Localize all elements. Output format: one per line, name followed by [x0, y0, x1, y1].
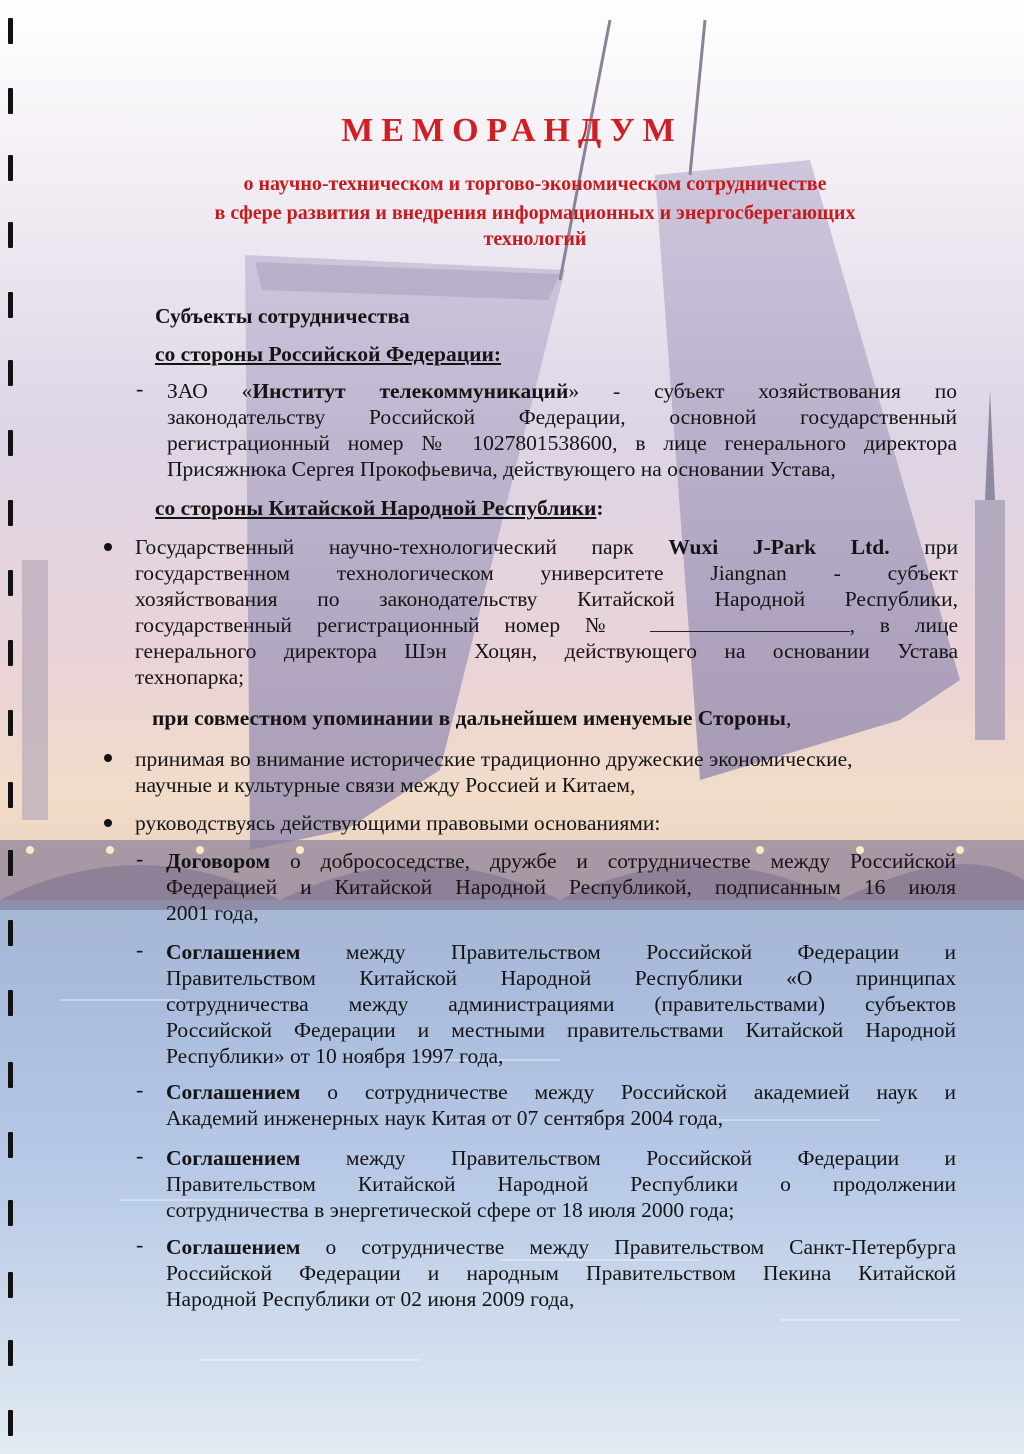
- bullet-marker: [104, 754, 112, 762]
- considering-line: научные и культурные связи между Россией и Китаем,: [135, 773, 636, 797]
- russia-party-line: [167, 378, 957, 404]
- china-line4-prefix: государственный регистрационный номер №: [135, 613, 625, 637]
- agreement-bold: Соглашением: [166, 1235, 301, 1259]
- agreement-bold: Соглашением: [166, 1080, 301, 1104]
- document-title: МЕМОРАНДУМ: [341, 112, 683, 149]
- china-entity-name: Wuxi J-Park Ltd.: [668, 535, 890, 559]
- considering-paragraph: [135, 746, 958, 798]
- parties-text: при совместном упоминании в дальнейшем именуемые Стороны: [152, 706, 786, 730]
- agreement-item: [166, 1145, 956, 1223]
- agreement-rest: между Правительством Российской Федерации и: [345, 1146, 957, 1170]
- china-party-line: генерального директора Шэн Хоцян, действующего на основании Устава: [135, 639, 958, 663]
- agreement-line: [166, 939, 956, 965]
- subtitle-line: в сфере развития и внедрения информационных и энергосберегающих: [214, 202, 856, 224]
- agreement-bold: Договором: [166, 849, 271, 873]
- russia-party-line: Присяжнюка Сергея Прокофьевича, действующего на основании Устава,: [167, 457, 836, 481]
- agreement-line: Правительством Китайской Народной Республики «О принципах: [166, 966, 956, 990]
- guided-paragraph: руководствуясь действующими правовыми основаниями:: [135, 811, 661, 835]
- agreement-item: [166, 1079, 956, 1131]
- china-party-line: государственном технологическом университете Jiangnan - субъект: [135, 561, 958, 585]
- agreement-bold: Соглашением: [166, 1146, 301, 1170]
- russia-party-line: законодательству Российской Федерации, основной государственный: [167, 405, 957, 429]
- agreement-rest: между Правительством Российской Федерации и: [345, 940, 957, 964]
- entity-suffix: » - субъект хозяйствования по: [568, 379, 957, 403]
- china-heading-text: со стороны Китайской Народной Республики: [155, 496, 597, 520]
- russia-party-line: регистрационный номер № 1027801538600, в лице генерального директора: [167, 431, 957, 455]
- bullet-marker: [104, 543, 112, 551]
- russia-party-paragraph: [167, 378, 957, 482]
- russia-heading: со стороны Российской Федерации:: [155, 342, 502, 366]
- dash-marker: -: [136, 1077, 144, 1102]
- agreement-bold: Соглашением: [166, 940, 301, 964]
- subtitle-line: технологий: [483, 228, 587, 250]
- china-party-line: технопарка;: [135, 665, 245, 689]
- china-heading: [155, 495, 604, 521]
- china-party-line: [135, 612, 958, 638]
- agreement-rest: о сотрудничестве между Российской академией наук и: [327, 1080, 956, 1104]
- agreement-line: Народной Республики от 02 июня 2009 года,: [166, 1287, 575, 1311]
- parties-definition: [152, 705, 791, 731]
- agreement-line: 2001 года,: [166, 901, 259, 925]
- subtitle-line: о научно-техническом и торгово-экономическом сотрудничестве: [243, 173, 827, 195]
- china-line1-prefix: Государственный научно-технологический парк: [135, 535, 634, 559]
- considering-line: принимая во внимание исторические традиционно дружеские экономические,: [135, 747, 853, 771]
- china-heading-colon: :: [596, 496, 604, 520]
- dash-marker: -: [136, 376, 144, 401]
- china-party-line: [135, 534, 958, 560]
- agreement-rest: о добрососедстве, дружбе и сотрудничестве между Российской: [290, 849, 956, 873]
- agreement-line: Республики» от 10 ноября 1997 года,: [166, 1044, 504, 1068]
- china-line4-suffix: , в лице: [849, 613, 958, 637]
- parties-comma: ,: [785, 706, 792, 730]
- agreement-line: Академий инженерных наук Китая от 07 сентября 2004 года,: [166, 1106, 724, 1130]
- dash-marker: -: [136, 1232, 144, 1257]
- agreement-item: [166, 939, 956, 1069]
- agreement-line: [166, 1145, 956, 1171]
- agreement-line: Российской Федерации и местными правительствами Китайской Народной: [166, 1018, 956, 1042]
- agreement-line: сотрудничества в энергетической сфере от 18 июля 2000 года;: [166, 1198, 735, 1222]
- russia-entity-name: Институт телекоммуникаций: [252, 379, 569, 403]
- agreement-line: [166, 848, 956, 874]
- document-subtitle: [120, 170, 950, 250]
- agreement-line: Федерацией и Китайской Народной Республикой, подписанным 16 июля: [166, 875, 956, 899]
- agreement-line: Российской Федерации и народным Правительством Пекина Китайской: [166, 1261, 956, 1285]
- dash-marker: -: [136, 846, 144, 871]
- agreement-line: сотрудничества между администрациями (правительствами) субъектов: [166, 992, 956, 1016]
- registration-number-blank: [650, 613, 850, 632]
- china-party-paragraph: [135, 534, 958, 690]
- agreement-item: [166, 848, 956, 926]
- agreement-line: Правительством Китайской Народной Республики о продолжении: [166, 1172, 956, 1196]
- agreement-line: [166, 1234, 956, 1260]
- bullet-marker: [104, 819, 112, 827]
- agreement-item: [166, 1234, 956, 1312]
- china-line1-suffix: при: [924, 535, 959, 559]
- china-party-line: хозяйствования по законодательству Китайской Народной Республики,: [135, 587, 958, 611]
- agreement-line: [166, 1079, 956, 1105]
- agreement-rest: о сотрудничестве между Правительством Санкт-Петербурга: [325, 1235, 957, 1259]
- dash-marker: -: [136, 1143, 144, 1168]
- subjects-heading: Субъекты сотрудничества: [155, 304, 410, 328]
- entity-prefix: ЗАО «: [167, 379, 253, 403]
- dash-marker: -: [136, 937, 144, 962]
